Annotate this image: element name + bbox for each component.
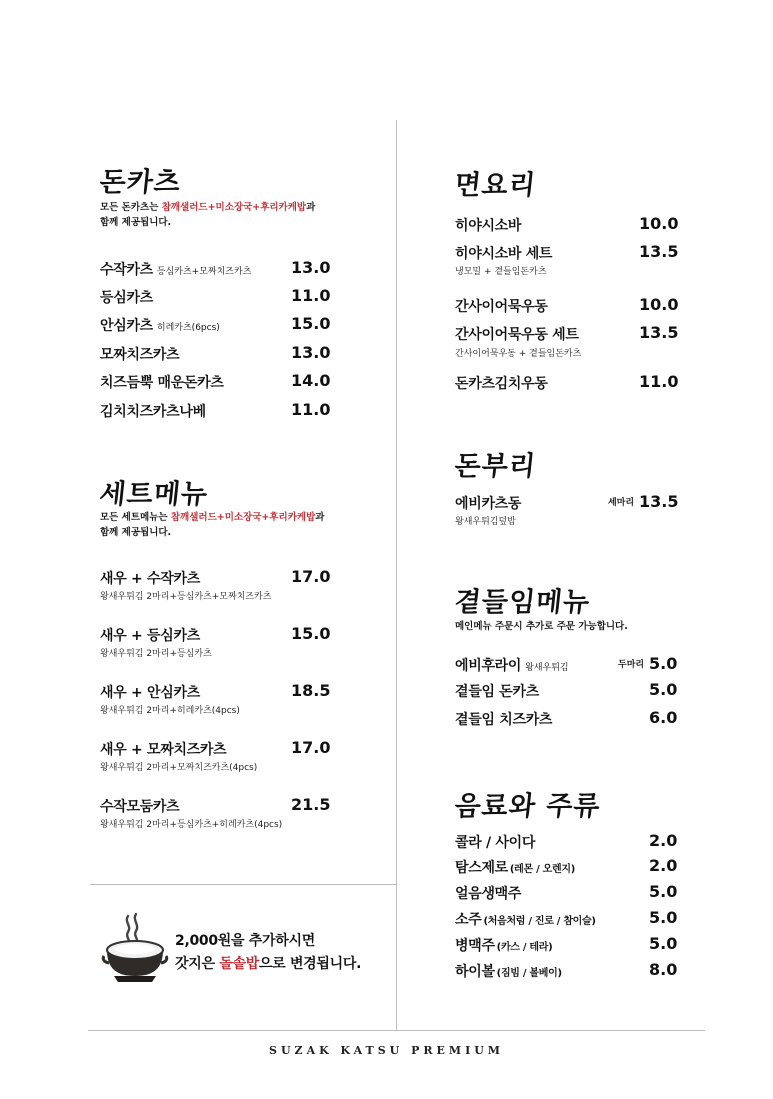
item-price: 10.0: [639, 295, 679, 314]
menu-item: [100, 287, 332, 309]
item-options: (짐빔 / 볼베이): [496, 968, 562, 979]
item-label: 수작카츠: [100, 262, 153, 278]
item-name: [455, 935, 552, 955]
menu-item: [100, 259, 332, 281]
item-name: 간사이어묵우동 세트: [455, 327, 579, 343]
item-label: 소주: [455, 912, 482, 928]
item-name: [455, 961, 562, 981]
item-price: 13.5: [639, 323, 679, 342]
item-name: 새우 + 모짜치즈카츠: [100, 742, 227, 758]
rice-line2: 갓지은: [175, 956, 220, 972]
menu-item: [455, 681, 680, 703]
section-title-sides: 곁들임메뉴: [453, 587, 592, 618]
item-desc: 왕새우튀김덮밥: [455, 517, 516, 527]
section-title-donburi: 돈부리: [453, 451, 538, 482]
item-name: 히야시소바 세트: [455, 246, 553, 262]
item-price: 13.0: [291, 258, 331, 277]
item-desc: 왕새우튀김 2마리+등심카츠+모짜치즈카츠: [100, 592, 272, 602]
rice-line1: 2,000원을 추가하시면: [175, 933, 315, 949]
item-desc: 등심카츠+모짜치즈카츠: [156, 267, 252, 277]
item-price: 17.0: [291, 738, 331, 757]
menu-item: [455, 324, 680, 346]
note-text: 함께 제공됩니다.: [100, 527, 172, 538]
section-title-donkatsu: 돈카츠: [98, 167, 183, 198]
item-options: (레몬 / 오렌지): [509, 864, 575, 875]
menu-item: [455, 296, 680, 318]
item-name: 에비카츠동: [455, 496, 522, 512]
section-title-set-menu: 세트메뉴: [98, 479, 210, 510]
item-name: 곁들임 돈카츠: [455, 684, 539, 700]
item-name: [455, 909, 596, 929]
menu-item: [100, 682, 332, 704]
item-name: 등심카츠: [100, 290, 153, 306]
item-name: [455, 857, 575, 877]
item-price: 13.0: [291, 343, 331, 362]
menu-item: [455, 883, 680, 905]
item-name: 치즈듬뿍 매운돈카츠: [100, 375, 224, 391]
menu-item: [455, 373, 680, 395]
item-name: 곁들임 치즈카츠: [455, 712, 553, 728]
stone-pot-icon: [100, 912, 170, 984]
menu-item: [455, 243, 680, 265]
item-price: 8.0: [649, 960, 678, 979]
rice-highlight: 돌솥밥: [219, 956, 259, 972]
left-divider: [90, 884, 396, 885]
item-desc: 왕새우튀김: [525, 663, 569, 673]
item-price: 21.5: [291, 795, 331, 814]
note-highlight: 참깨샐러드+미소장국+후리카케밥: [170, 512, 316, 523]
menu-item: [455, 909, 680, 931]
item-name: [100, 315, 220, 335]
rice-upgrade-note: [175, 930, 361, 976]
sides-note: 메인메뉴 주문시 추가로 주문 가능합니다.: [455, 621, 628, 632]
item-name: 히야시소바: [455, 218, 522, 234]
item-label: 병맥주: [455, 938, 495, 954]
menu-item: [100, 625, 332, 647]
menu-item: [455, 935, 680, 957]
note-text: 과: [315, 512, 325, 523]
note-text: 함께 제공됩니다.: [100, 217, 172, 228]
rice-line2-end: 으로 변경됩니다.: [258, 956, 362, 972]
item-price: 15.0: [291, 624, 331, 643]
item-label: 에비후라이: [455, 658, 522, 674]
item-name: 새우 + 수작카츠: [100, 571, 200, 587]
item-options: (카스 / 테라): [496, 942, 553, 953]
item-desc: 왕새우튀김 2마리+모짜치즈카츠(4pcs): [100, 763, 258, 773]
item-price: 2.0: [649, 831, 678, 850]
menu-item: [100, 344, 332, 366]
item-name: 돈카츠김치우동: [455, 376, 548, 392]
item-price: 5.0: [649, 654, 678, 673]
item-price: 11.0: [291, 400, 331, 419]
item-name: 모짜치즈카츠: [100, 347, 180, 363]
item-qty: 세마리: [608, 498, 635, 508]
menu-item: [455, 215, 680, 237]
column-divider: [396, 120, 397, 1030]
menu-item: [100, 568, 332, 590]
item-price: 11.0: [291, 286, 331, 305]
item-label: 안심카츠: [100, 318, 153, 334]
item-options: (처음처럼 / 진로 / 참이슬): [483, 916, 596, 927]
item-name: 김치치즈카츠나베: [100, 404, 206, 420]
menu-item: [455, 493, 680, 515]
item-price: 15.0: [291, 314, 331, 333]
item-name: 수작모둠카츠: [100, 799, 180, 815]
item-price: 5.0: [649, 908, 678, 927]
donkatsu-note: [100, 200, 315, 230]
set-menu-note: [100, 510, 324, 540]
note-text: 모든 세트메뉴는: [100, 512, 171, 523]
item-desc: 왕새우튀김 2마리+등심카츠+히레카츠(4pcs): [100, 820, 283, 830]
menu-item: [455, 857, 680, 879]
item-name: [100, 259, 251, 279]
note-highlight: 참깨샐러드+미소장국+후리카케밥: [161, 202, 307, 213]
menu-item: [100, 401, 332, 423]
item-price: 11.0: [639, 372, 679, 391]
item-price: 5.0: [649, 934, 678, 953]
menu-item: [100, 739, 332, 761]
item-label: 하이볼: [455, 964, 495, 980]
item-name: 새우 + 등심카츠: [100, 628, 200, 644]
item-desc: 냉모밀 + 곁들임돈카츠: [455, 267, 547, 277]
menu-item: [455, 655, 680, 677]
item-price: 17.0: [291, 567, 331, 586]
item-name: 얼음생맥주: [455, 886, 522, 902]
menu-item: [100, 372, 332, 394]
item-price: 5.0: [649, 680, 678, 699]
note-text: 모든 돈카츠는: [100, 202, 162, 213]
item-name: [455, 655, 569, 675]
menu-item: [455, 832, 680, 854]
item-desc: 히레카츠(6pcs): [156, 323, 220, 333]
menu-item: [455, 961, 680, 983]
menu-item: [100, 796, 332, 818]
bottom-divider: [88, 1030, 705, 1031]
footer-brand: SUZAK KATSU PREMIUM: [269, 1044, 504, 1057]
menu-item: [455, 709, 680, 731]
item-price: 10.0: [639, 214, 679, 233]
section-title-noodles: 면요리: [453, 170, 538, 201]
item-price: 6.0: [649, 708, 678, 727]
item-name: 콜라 / 사이다: [455, 835, 536, 851]
item-label: 탐스제로: [455, 860, 508, 876]
note-text: 과: [306, 202, 316, 213]
item-price: 18.5: [291, 681, 331, 700]
item-name: 새우 + 안심카츠: [100, 685, 200, 701]
item-desc: 왕새우튀김 2마리+등심카츠: [100, 649, 212, 659]
item-desc: 간사이어묵우동 + 곁들임돈카츠: [455, 349, 582, 359]
item-price: 2.0: [649, 856, 678, 875]
item-price: 13.5: [639, 242, 679, 261]
item-name: 간사이어묵우동: [455, 299, 548, 315]
section-title-drinks: 음료와 주류: [453, 791, 603, 822]
item-price: 14.0: [291, 371, 331, 390]
item-price: 5.0: [649, 882, 678, 901]
item-qty: 두마리: [618, 660, 645, 670]
item-price: 13.5: [639, 492, 679, 511]
menu-item: [100, 315, 332, 337]
item-desc: 왕새우튀김 2마리+히레카츠(4pcs): [100, 706, 240, 716]
